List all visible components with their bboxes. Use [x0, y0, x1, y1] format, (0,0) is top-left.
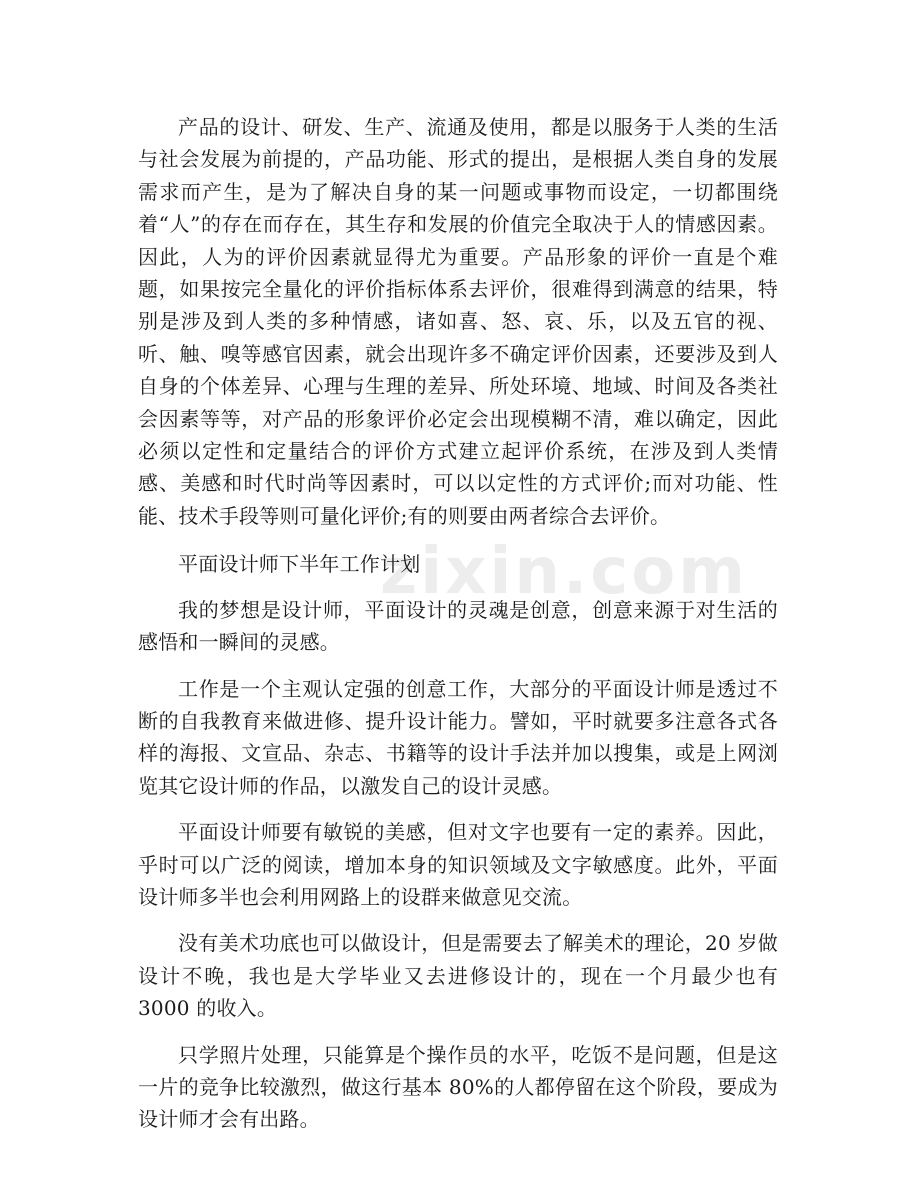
paragraph-photo-processing: 只学照片处理，只能算是个操作员的水平，吃饭不是问题，但是这一片的竞争比较激烈，做这行基本 80%的人都停留在这个阶段，要成为设计师才会有出路。	[138, 1042, 778, 1132]
paragraph-aesthetics: 平面设计师要有敏锐的美感，但对文字也要有一定的素养。因此，乎时可以广泛的阅读，增加本身的知识领域及文字敏感度。此外，平面设计师多半也会利用网路上的设群来做意见交流。	[138, 820, 778, 909]
paragraph-product-evaluation: 产品的设计、研发、生产、流通及使用，都是以服务于人类的生活与社会发展为前提的，产品功能、形式的提出，是根据人类自身的发展需求而产生，是为了解决自身的某一问题或事物而设定，一切都围绕着“人”的存在而存在，其生存和发展的价值完全取决于人的情感因素。因此，人为的评价因素就显得尤为重要。产品形象的评价一直是个难题，如果按完全量化的评价指标体系去评价，很难得到满意的结果，特别是涉及到人类的多种情感，诸如喜、怒、哀、乐，以及五官的视、听、触、嗅等感官因素，就会出现许多不确定评价因素，还要涉及到人自身的个体差异、心理与生理的差异、所处环境、地域、时间及各类社会因素等等，对产品的形象评价必定会出现模糊不清，难以确定，因此必须以定性和定量结合的评价方式建立起评价系统，在涉及到人类情感、美感和时代时尚等因素时，可以以定性的方式评价;而对功能、性能、技术手段等则可量化评价;有的则要由两者综合去评价。	[138, 115, 778, 528]
document-body	[138, 111, 778, 1150]
paragraph-dream: 我的梦想是设计师，平面设计的灵魂是创意，创意来源于对生活的感悟和一瞬间的灵感。	[138, 597, 778, 655]
section-title: 平面设计师下半年工作计划	[178, 552, 421, 577]
paragraph-work-nature: 工作是一个主观认定强的创意工作，大部分的平面设计师是透过不断的自我教育来做进修、提升设计能力。譬如，平时就要多注意各式各样的海报、文宣品、杂志、书籍等的设计手法并加以搜集，或是上网浏览其它设计师的作品，以激发自己的设计灵感。	[138, 676, 778, 798]
watermark: zixin.com	[380, 535, 748, 609]
paragraph-art-foundation: 没有美术功底也可以做设计，但是需要去了解美术的理论，20 岁做设计不晚，我也是大学毕业又去进修设计的，现在一个月最少也有 3000 的收入。	[138, 931, 778, 1021]
